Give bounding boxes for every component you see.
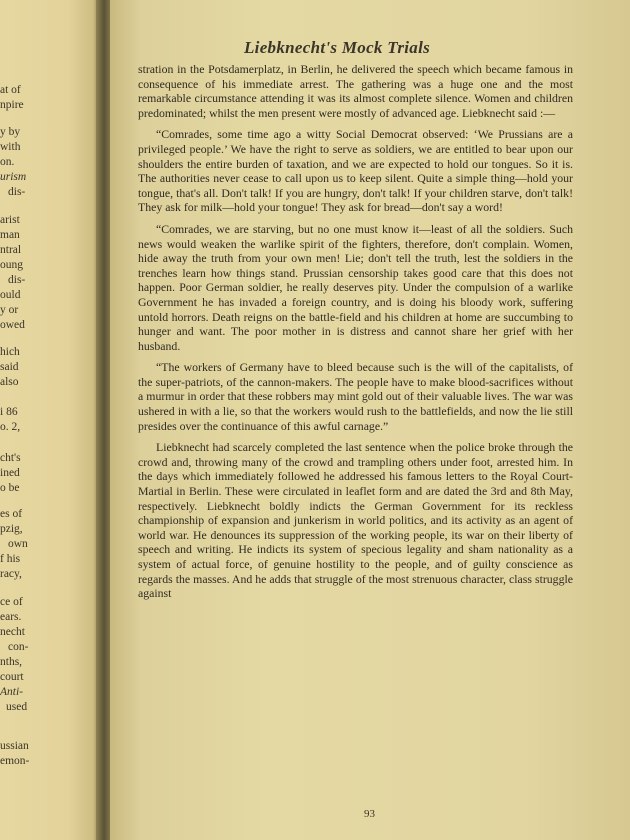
left-fragment: man <box>0 229 20 241</box>
left-fragment: dis- <box>8 186 26 198</box>
left-fragment: hich <box>0 346 20 358</box>
left-fragment: said <box>0 361 19 373</box>
running-header: Liebknecht's Mock Trials <box>244 38 431 57</box>
left-fragment: dis- <box>8 274 26 286</box>
left-fragment: con- <box>8 641 29 653</box>
left-fragment: also <box>0 376 19 388</box>
left-fragment: arist <box>0 214 20 226</box>
left-fragment: Anti- <box>0 686 23 698</box>
paragraph: “Comrades, some time ago a witty Social Democrat observed: ‘We Prussians are a privileged people.’ We have the right to serve as soldiers, we are entitled to bear upon our shoulders the entire burden of taxation, and we are expected to hold our tongues. So it is. The authorities never cease to call upon us to keep silent. Quite a simple thing—hold your tongue, that's all. Don't talk! If you are hungry, don't talk! If your children starve, don't talk! They ask for milk—hold your tongue! They ask for bread—don't say a word! <box>138 127 573 215</box>
paragraph: Liebknecht had scarcely completed the last sentence when the police broke through the crowd and, throwing many of the crowd and trampling others under foot, arrested him. In the days which immediately followed he addressed his famous letters to the Royal Court-Martial in Berlin. These were circulated in leaflet form and are dated the 3rd and 8th May, respectively. Liebknecht boldly indicts the German Government for its reckless championship of expansion and junkerism in world politics, and its activity as an agent of world war. He denounces its suppression of the working people, its war on their liberty of speech and writing. He indicts its system of specious legality and sham nationality as a system of actual force, of genuine hostility to the people, and of guilty conscience as regards the masses. And he adds that struggle of the most strenuous character, class struggle against <box>138 440 573 601</box>
left-fragment: ntral <box>0 244 22 256</box>
left-fragment: own <box>8 538 28 550</box>
left-fragment: nths, <box>0 656 23 668</box>
left-fragment: owed <box>0 319 25 331</box>
left-fragment: es of <box>0 508 23 520</box>
left-fragment: ined <box>0 467 20 479</box>
left-fragment: on. <box>0 156 15 168</box>
left-fragment: ce of <box>0 596 23 608</box>
left-fragment: ould <box>0 289 21 301</box>
left-fragment: racy, <box>0 568 22 580</box>
left-fragment: f his <box>0 553 21 565</box>
page-number: 93 <box>364 808 375 820</box>
paragraph: “The workers of Germany have to bleed because such is the will of the capitalists, of the super-patriots, of the cannon-makers. The people have to make blood-sacrifices without a murmur in order that these robbers may mint gold out of their valuable lives. The war was ushered in with a lie, so that the workers would rush to the battlefields, and now the lie still presides over the continuance of this awful carnage.” <box>138 360 573 433</box>
left-fragment: o. 2, <box>0 421 21 433</box>
left-fragment: pzig, <box>0 523 23 535</box>
left-fragment: with <box>0 141 21 153</box>
page-body <box>138 62 573 608</box>
left-fragment: i 86 <box>0 406 18 418</box>
right-page <box>110 0 630 840</box>
left-fragment: y or <box>0 304 19 316</box>
left-fragment: ears. <box>0 611 22 623</box>
left-fragment: npire <box>0 99 24 111</box>
left-fragment: o be <box>0 482 20 494</box>
paragraph: stration in the Potsdamerplatz, in Berlin, he delivered the speech which became famous in consequence of his immediate arrest. The gathering was a huge one and the most remarkable circumstance attending it was its almost complete silence. Women and children predominated; whilst the men present were mostly of advanced age. Liebknecht said :— <box>138 62 573 120</box>
left-fragment: court <box>0 671 24 683</box>
left-page-edge <box>0 0 98 840</box>
paragraph: “Comrades, we are starving, but no one must know it—least of all the soldiers. Such news would weaken the warlike spirit of the fighters, therefore, don't complain. Women, hide away the truth from your own men! Lie; don't tell the truth, lest the soldiers in the trenches learn how things stand. Prussian censorship takes good care that this does not happen. Poor German soldier, he really deserves pity. Under the compulsion of a warlike Government he has invaded a foreign country, and is doing his bloody work, suffering untold horrors. Death reigns on the battle-field and his children at home are succumbing to hunger and want. The poor mother in is distress and cannot share her grief with her husband. <box>138 221 573 353</box>
left-fragment: oung <box>0 259 23 271</box>
left-fragment: y by <box>0 126 21 138</box>
left-fragment: ussian <box>0 740 29 752</box>
left-fragment: used <box>6 701 28 713</box>
left-fragment: at of <box>0 84 21 96</box>
left-fragment: necht <box>0 626 25 638</box>
left-fragment: emon- <box>0 755 30 767</box>
left-fragment: cht's <box>0 452 21 464</box>
left-fragment: urism <box>0 171 27 183</box>
